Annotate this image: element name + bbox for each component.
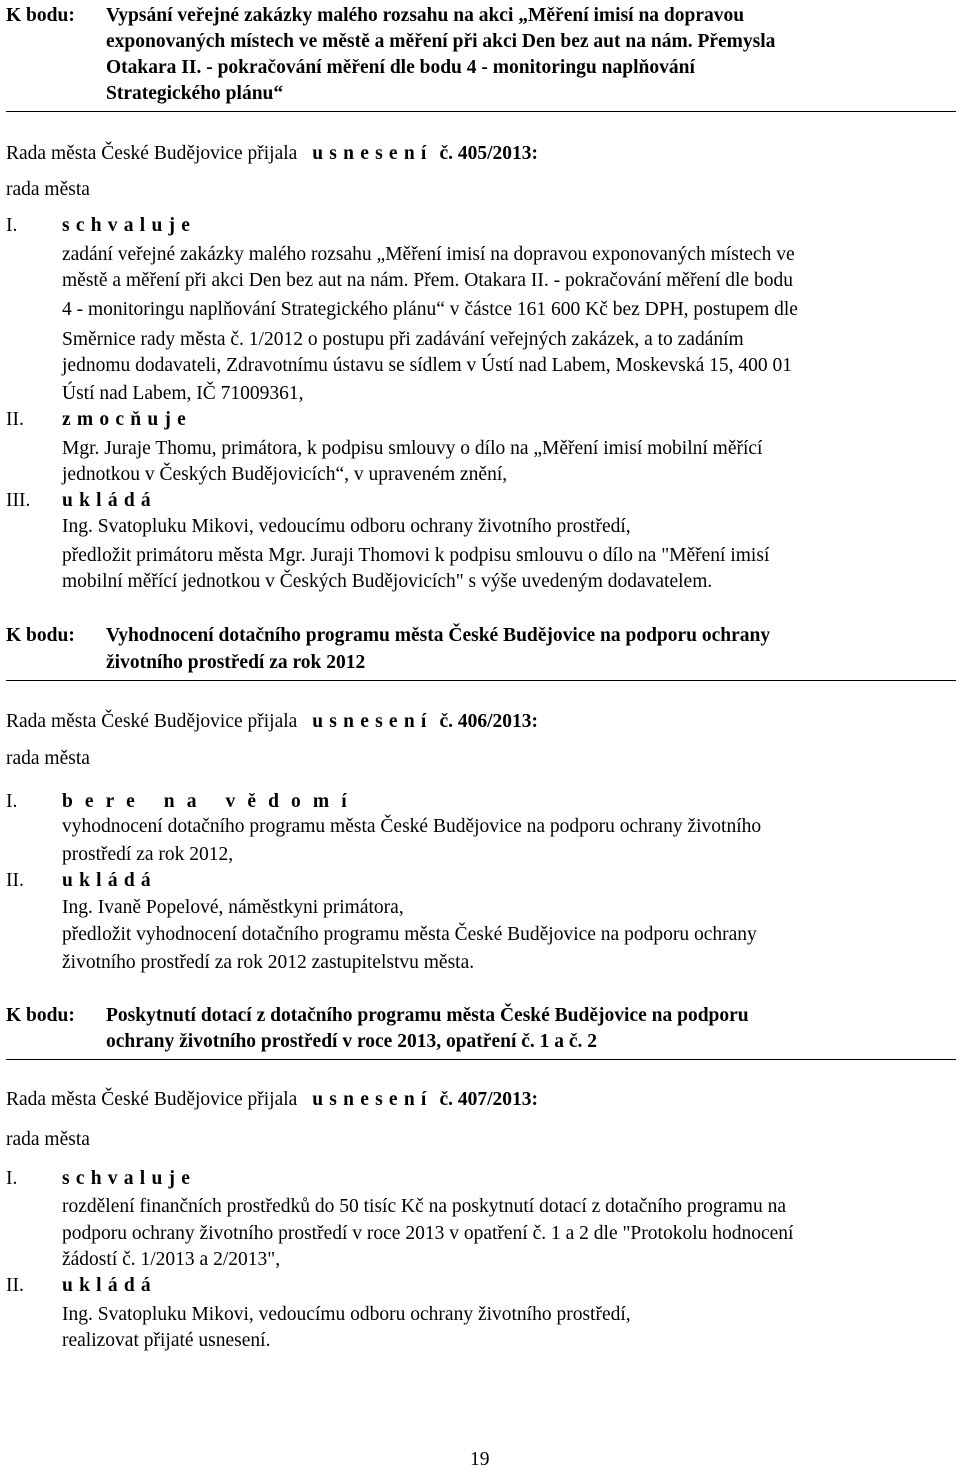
item-line: prostředí za rok 2012, <box>62 844 234 865</box>
resolution-number: č. 406/2013: <box>439 711 539 732</box>
item-line: Ing. Ivaně Popelové, náměstkyni primátora, <box>62 897 404 918</box>
item-verb: schvaluje <box>62 215 197 236</box>
section-title-line: exponovaných místech ve městě a měření při akci Den bez aut na nám. Přemysla <box>106 31 776 52</box>
item-number: I. <box>6 1168 18 1189</box>
item-number: II. <box>6 870 24 891</box>
resolution-word: usnesení <box>312 711 433 732</box>
resolution-number: č. 405/2013: <box>439 143 539 164</box>
item-number: I. <box>6 215 18 236</box>
resolution-word: usnesení <box>312 143 433 164</box>
item-verb: zmocňuje <box>62 409 193 430</box>
item-line: Ing. Svatopluku Mikovi, vedoucímu odboru ochrany životního prostředí, <box>62 516 631 537</box>
item-line: žádostí č. 1/2013 a 2/2013", <box>62 1249 281 1270</box>
resolution-prefix: Rada města České Budějovice přijala <box>6 1089 298 1110</box>
resolution-word: usnesení <box>312 1089 433 1110</box>
section-label: K bodu: <box>6 625 75 646</box>
item-line: Ing. Svatopluku Mikovi, vedoucímu odboru ochrany životního prostředí, <box>62 1304 631 1325</box>
item-line: realizovat přijaté usnesení. <box>62 1330 271 1351</box>
resolution-line <box>6 1087 538 1113</box>
resolution-number: č. 407/2013: <box>439 1089 539 1110</box>
section-title-line: Vyhodnocení dotačního programu města České Budějovice na podporu ochrany <box>106 625 771 646</box>
item-verb: ukládá <box>62 870 157 891</box>
section-divider <box>6 111 956 112</box>
item-line: předložit vyhodnocení dotačního programu města České Budějovice na podporu ochrany <box>62 924 757 945</box>
item-line: městě a měření při akci Den bez aut na nám. Přem. Otakara II. - pokračování měření dle bodu <box>62 270 793 291</box>
item-line: rozdělení finančních prostředků do 50 tisíc Kč na poskytnutí dotací z dotačního programu na <box>62 1196 787 1217</box>
section-title-line: Strategického plánu“ <box>106 83 284 104</box>
item-line: Ústí nad Labem, IČ 71009361, <box>62 383 304 404</box>
item-number: II. <box>6 1275 24 1296</box>
resolution-prefix: Rada města České Budějovice přijala <box>6 711 298 732</box>
item-line: Směrnice rady města č. 1/2012 o postupu při zadávání veřejných zakázek, a to zadáním <box>62 329 744 350</box>
item-line: vyhodnocení dotačního programu města České Budějovice na podporu ochrany životního <box>62 816 762 837</box>
item-line: mobilní měřící jednotkou v Českých Budějovicích" s výše uvedeným dodavatelem. <box>62 571 713 592</box>
item-number: III. <box>6 490 31 511</box>
item-verb: ukládá <box>62 1275 157 1296</box>
item-line: jednomu dodavateli, Zdravotnímu ústavu se sídlem v Ústí nad Labem, Moskevská 15, 400 01 <box>62 355 793 376</box>
council-label: rada města <box>6 1129 90 1150</box>
council-label: rada města <box>6 748 90 769</box>
item-line: zadání veřejné zakázky malého rozsahu „Měření imisí na dopravou exponovaných místech ve <box>62 244 795 265</box>
section-title-line: Otakara II. - pokračování měření dle bodu 4 - monitoringu naplňování <box>106 57 695 78</box>
item-number: I. <box>6 791 18 812</box>
section-label: K bodu: <box>6 1005 75 1026</box>
resolution-line <box>6 709 538 735</box>
item-number: II. <box>6 409 24 430</box>
section-title-line: Vypsání veřejné zakázky malého rozsahu na akci „Měření imisí na dopravou <box>106 5 745 26</box>
section-divider <box>6 1059 956 1060</box>
resolution-prefix: Rada města České Budějovice přijala <box>6 143 298 164</box>
item-verb: schvaluje <box>62 1168 197 1189</box>
item-line: 4 - monitoringu naplňování Strategického plánu“ v částce 161 600 Kč bez DPH, postupem dle <box>62 299 798 320</box>
section-title-line: ochrany životního prostředí v roce 2013, opatření č. 1 a č. 2 <box>106 1031 598 1052</box>
item-verb: ukládá <box>62 490 157 511</box>
item-line: předložit primátoru města Mgr. Juraji Thomovi k podpisu smlouvu o dílo na "Měření imisí <box>62 545 770 566</box>
council-label: rada města <box>6 179 90 200</box>
item-line: jednotkou v Českých Budějovicích“, v upraveném znění, <box>62 464 508 485</box>
item-line: podporu ochrany životního prostředí v roce 2013 v opatření č. 1 a 2 dle "Protokolu hodnocení <box>62 1223 794 1244</box>
item-line: životního prostředí za rok 2012 zastupitelstvu města. <box>62 952 475 973</box>
section-title-line: životního prostředí za rok 2012 <box>106 652 366 673</box>
item-line: Mgr. Juraje Thomu, primátora, k podpisu smlouvy o dílo na „Měření imisí mobilní měřící <box>62 438 763 459</box>
section-label: K bodu: <box>6 5 75 26</box>
page-number: 19 <box>470 1449 490 1470</box>
section-divider <box>6 680 956 681</box>
resolution-line <box>6 141 538 167</box>
section-title-line: Poskytnutí dotací z dotačního programu města České Budějovice na podporu <box>106 1005 749 1026</box>
item-verb: bere na vědomí <box>62 791 359 812</box>
